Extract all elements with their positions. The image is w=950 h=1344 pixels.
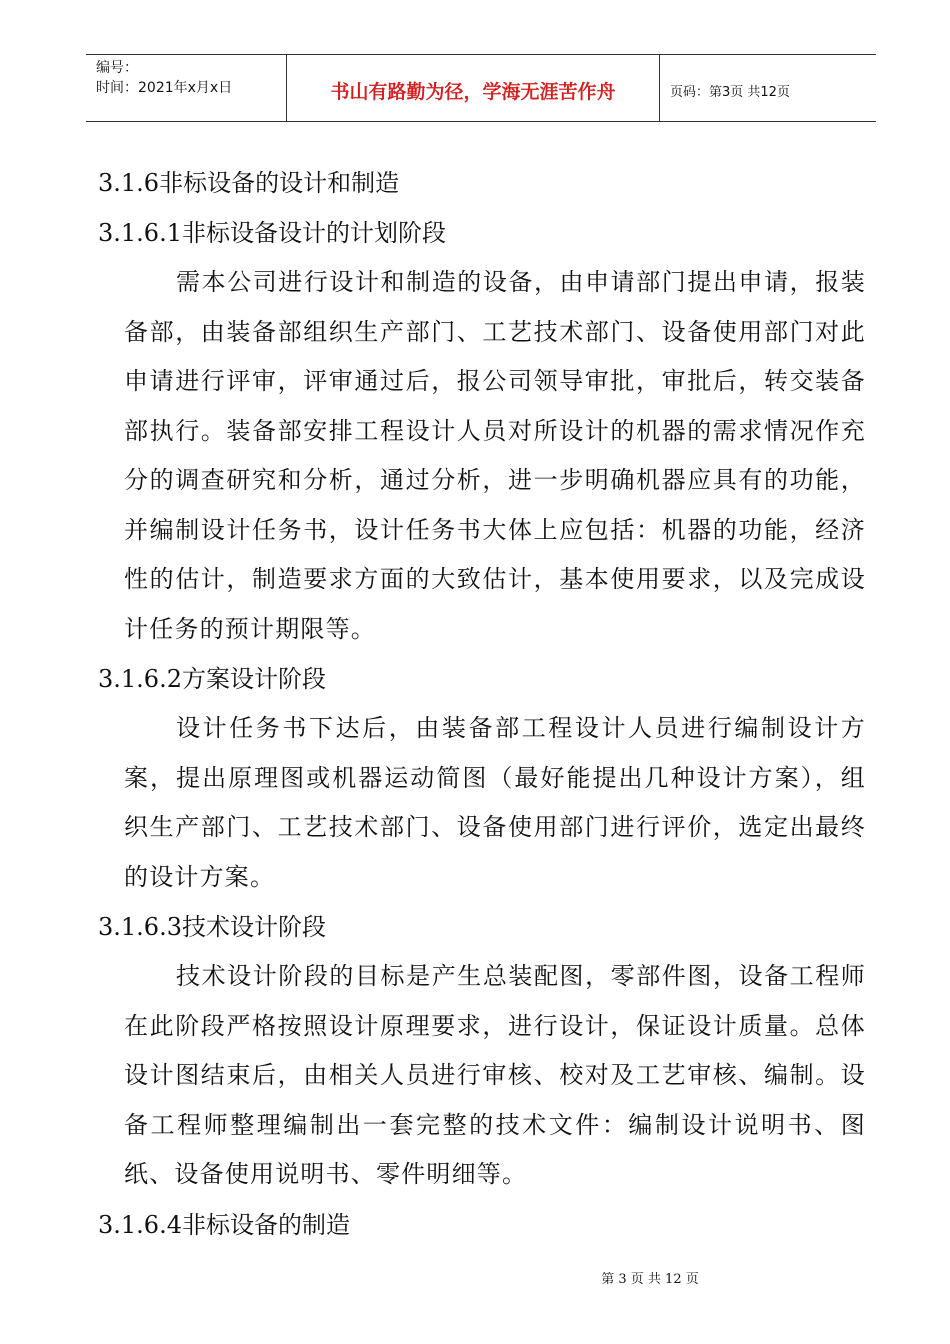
section-heading: 3.1.6.3技术设计阶段 [98, 913, 326, 941]
document-number-label: 编号： [96, 60, 138, 76]
page-footer: 第 3 页 共 12 页 [601, 1272, 699, 1287]
section-paragraph: 设计任务书下达后，由装备部工程设计人员进行编制设计方案，提出原理图或机器运动简图（最好能提出几种设计方案），组织生产部门、工艺技术部门、设备使用部门进行评价，选定出最终的设计方案。 [124, 714, 866, 891]
section-heading: 3.1.6.4非标设备的制造 [98, 1210, 350, 1239]
section-heading: 3.1.6非标设备的设计和制造 [98, 169, 400, 197]
header-page-info: 页码：第3页 共12页 [670, 85, 790, 100]
section-heading: 3.1.6.2方案设计阶段 [98, 665, 326, 693]
section-paragraph: 需本公司进行设计和制造的设备，由申请部门提出申请，报装备部，由装备部组织生产部门、工艺技术部门、设备使用部门对此申请进行评审，评审通过后，报公司领导审批，审批后，转交装备部执行。装备部安排工程设计人员对所设计的机器的需求情况作充分的调查研究和分析，通过分析，进一步明确机器应具有的功能，并编制设计任务书，设计任务书大体上应包括：机器的功能，经济性的估计，制造要求方面的大致估计，基本使用要求，以及完成设计任务的预计期限等。 [124, 268, 866, 643]
section-heading: 3.1.6.1非标设备设计的计划阶段 [98, 219, 446, 247]
document-time-label: 时间：2021年x月x日 [96, 80, 233, 96]
document-body [98, 158, 866, 1250]
section-paragraph: 技术设计阶段的目标是产生总装配图，零部件图，设备工程师在此阶段严格按照设计原理要求，进行设计，保证设计质量。总体设计图结束后，由相关人员进行审核、校对及工艺审核、编制。设备工程师整理编制出一套完整的技术文件：编制设计说明书、图纸、设备使用说明书、零件明细等。 [124, 962, 866, 1188]
page-header [86, 54, 876, 122]
header-motto: 书山有路勤为径，学海无涯苦作舟 [287, 55, 660, 121]
header-meta [86, 55, 287, 121]
